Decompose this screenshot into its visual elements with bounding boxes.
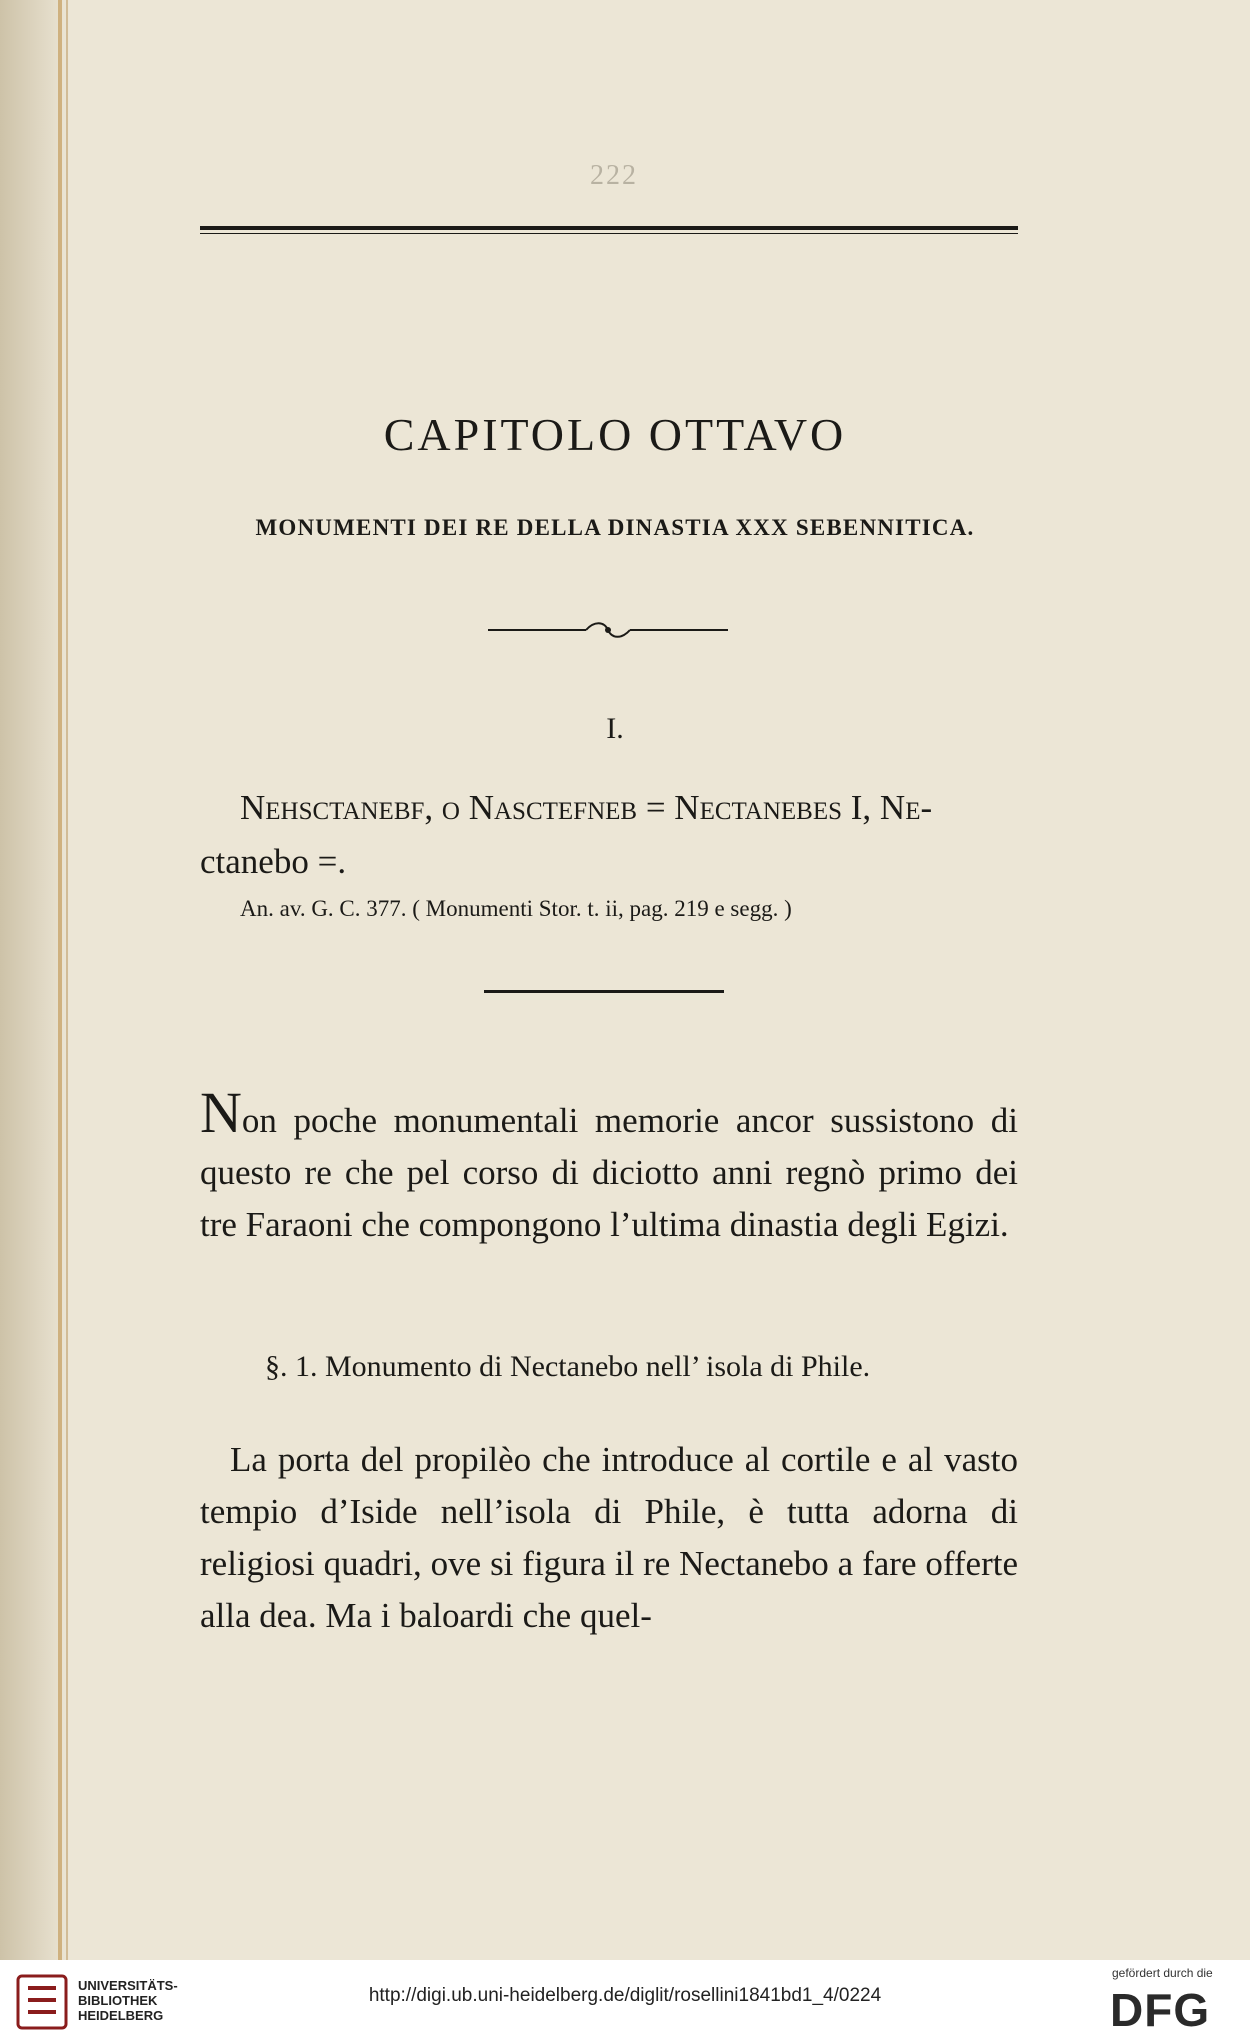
permalink-url[interactable]: http://digi.ub.uni-heidelberg.de/diglit/rosellini1841bd1_4/0224 [368,1985,882,2006]
section-reference: An. av. G. C. 377. ( Monumenti Stor. t. ii, pag. 219 e segg. ) [240,896,792,921]
library-line-2: BIBLIOTHEK [78,1993,158,2008]
paragraph-2: La porta del propilèo che introduce al cortile e al vasto tempio d’Iside nell’isola di Phile, è tutta adorna di religiosi quadri, ove si figura il re Nectanebo a fare offerte alla dea. Ma i baloardi che quel- [200,1440,1018,1635]
spine-edge-inner [66,0,68,1960]
section-number: I. [606,712,624,745]
paragraph-1 [200,1080,1018,1251]
section-heading-line-1: Nehsctanebf, o Nasctefneb = Nectanebes I, Ne- [240,788,933,827]
spine-edge [58,0,62,1960]
chapter-title: CAPITOLO OTTAVO [383,409,847,460]
library-line-1: UNIVERSITÄTS- [78,1978,178,1993]
section-heading-line-2: ctanebo =. [200,842,347,881]
funder-caption: gefördert durch die [1112,1966,1213,1980]
top-rule-thick [200,226,1018,230]
paragraph-1-text: on poche monumentali memorie ancor sussistono di questo re che pel corso di diciotto anni regnò primo dei tre Faraoni che compongono l’ultima dinastia degli Egizi. [200,1101,1018,1244]
ornament-divider-icon [488,615,728,645]
chapter-subtitle: MONUMENTI DEI RE DELLA DINASTIA XXX SEBENNITICA. [255,515,975,540]
subsection-heading: §. 1. Monumento di Nectanebo nell’ isola di Phile. [265,1350,871,1383]
library-line-3: HEIDELBERG [78,2008,164,2023]
dfg-logo: DFG [1110,1984,1211,2036]
drop-cap: N [200,1080,242,1145]
top-rule-thin [200,233,1018,234]
page-number: 222 [590,160,638,191]
section-rule [484,990,724,993]
